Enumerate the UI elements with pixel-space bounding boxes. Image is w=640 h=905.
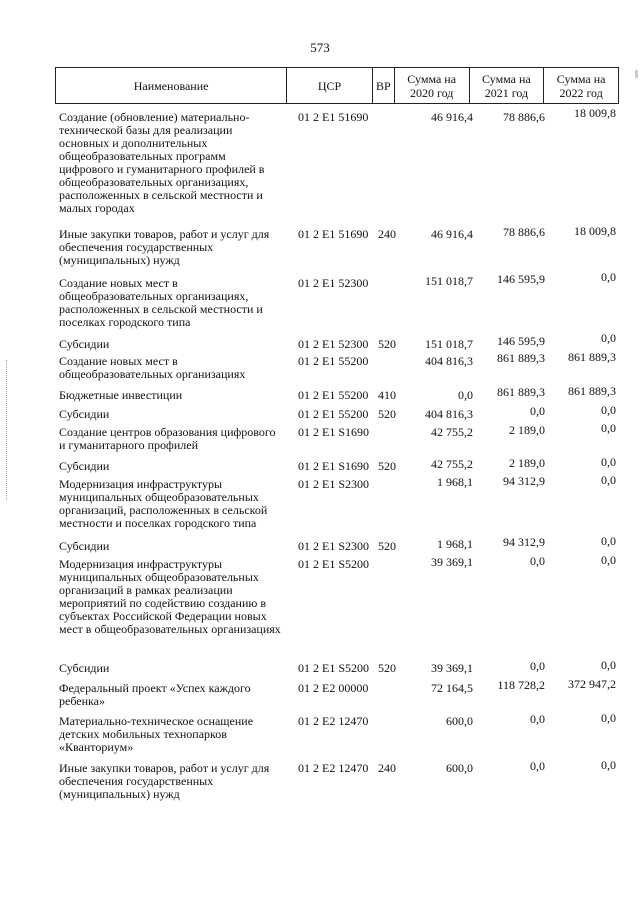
row-sum-2022: 0,0 bbox=[601, 270, 616, 284]
row-sum-2022: 0,0 bbox=[601, 473, 616, 487]
row-sum-2022: 0,0 bbox=[601, 403, 616, 417]
row-csr: 01 2 E1 S5200 bbox=[298, 661, 370, 675]
row-csr: 01 2 E1 51690 bbox=[298, 227, 369, 241]
row-sum-2021: 2 189,0 bbox=[509, 423, 545, 437]
row-name: Создание новых мест в общеобразовательных организациях, расположенных в сельской местности и поселках городского типа bbox=[59, 276, 263, 329]
row-sum-2021: 0,0 bbox=[530, 659, 545, 673]
header-name: Наименование bbox=[56, 68, 287, 103]
header-sum-2022: Сумма на 2022 год bbox=[556, 71, 606, 100]
row-sum-2022: 0,0 bbox=[601, 758, 616, 772]
row-vr: 520 bbox=[378, 337, 396, 351]
row-sum-2021: 94 312,9 bbox=[503, 535, 545, 549]
scan-margin-mark bbox=[6, 360, 13, 500]
row-sum-2021: 0,0 bbox=[530, 712, 545, 726]
row-csr: 01 2 E1 S1690 bbox=[298, 459, 370, 473]
row-sum-2020: 46 916,4 bbox=[431, 227, 473, 241]
row-sum-2021: 861 889,3 bbox=[497, 385, 545, 399]
row-vr: 240 bbox=[378, 761, 396, 775]
page-number: 573 bbox=[310, 40, 330, 55]
header-vr: ВР bbox=[373, 68, 395, 103]
row-name: Создание новых мест в общеобразовательных организациях bbox=[59, 354, 246, 381]
row-sum-2021: 0,0 bbox=[530, 759, 545, 773]
row-name: Создание (обновление) материально-технической базы для реализации основных и дополнительных общеобразовательных программ цифрового и гуманитарного профилей в общеобразовательных организациях, расположенных в сельской местности и малых городах bbox=[59, 110, 265, 215]
header-sum-2021: Сумма на 2021 год bbox=[470, 68, 545, 103]
row-csr: 01 2 E1 51690 bbox=[298, 110, 369, 124]
row-csr: 01 2 E1 S2300 bbox=[298, 539, 370, 553]
row-sum-2021: 2 189,0 bbox=[509, 456, 545, 470]
row-sum-2020: 600,0 bbox=[446, 761, 473, 775]
row-name: Модернизация инфраструктуры муниципальных общеобразовательных организаций в рамках реализации мероприятий по содействию созданию в субъектах Российской Федерации новых мест в общеобразовательных организациях bbox=[59, 557, 281, 636]
row-name: Субсидии bbox=[59, 337, 110, 351]
row-name: Субсидии bbox=[59, 407, 110, 421]
row-csr: 01 2 E1 52300 bbox=[298, 337, 369, 351]
row-sum-2022: 861 889,3 bbox=[568, 350, 616, 364]
row-name: Иные закупки товаров, работ и услуг для обеспечения государственных (муниципальных) нужд bbox=[59, 761, 270, 801]
row-csr: 01 2 E2 00000 bbox=[298, 681, 369, 695]
row-sum-2021: 94 312,9 bbox=[503, 474, 545, 488]
row-sum-2021: 118 728,2 bbox=[497, 678, 545, 692]
row-sum-2021: 78 886,6 bbox=[503, 110, 545, 124]
row-csr: 01 2 E1 55200 bbox=[298, 407, 369, 421]
row-sum-2020: 72 164,5 bbox=[431, 681, 473, 695]
row-sum-2022: 0,0 bbox=[601, 553, 616, 567]
row-sum-2022: 372 947,2 bbox=[568, 677, 616, 691]
row-name: Материально-техническое оснащение детских мобильных технопарков «Кванториум» bbox=[59, 714, 254, 754]
row-sum-2021: 0,0 bbox=[530, 554, 545, 568]
row-name: Федеральный проект «Успех каждого ребенка» bbox=[59, 681, 251, 708]
row-name: Субсидии bbox=[59, 539, 110, 553]
row-sum-2022: 0,0 bbox=[601, 534, 616, 548]
row-name: Субсидии bbox=[59, 459, 110, 473]
row-sum-2020: 151 018,7 bbox=[425, 274, 473, 288]
row-sum-2022: 0,0 bbox=[601, 455, 616, 469]
row-name: Бюджетные инвестиции bbox=[59, 388, 183, 402]
row-sum-2022: 0,0 bbox=[601, 331, 616, 345]
row-sum-2020: 1 968,1 bbox=[437, 475, 473, 489]
row-sum-2020: 42 755,2 bbox=[431, 457, 473, 471]
row-sum-2020: 404 816,3 bbox=[425, 354, 473, 368]
row-vr: 520 bbox=[378, 539, 396, 553]
scan-edge-mark bbox=[635, 70, 638, 78]
row-sum-2021: 78 886,6 bbox=[503, 225, 545, 239]
row-csr: 01 2 E1 S5200 bbox=[298, 557, 370, 571]
row-vr: 520 bbox=[378, 661, 396, 675]
row-csr: 01 2 E1 52300 bbox=[298, 276, 369, 290]
row-csr: 01 2 E2 12470 bbox=[298, 714, 369, 728]
row-csr: 01 2 E1 S2300 bbox=[298, 477, 370, 491]
row-sum-2021: 0,0 bbox=[530, 404, 545, 418]
row-sum-2021: 146 595,9 bbox=[497, 334, 545, 348]
row-sum-2020: 404 816,3 bbox=[425, 407, 473, 421]
row-vr: 520 bbox=[378, 407, 396, 421]
row-sum-2022: 0,0 bbox=[601, 658, 616, 672]
row-name: Субсидии bbox=[59, 661, 110, 675]
row-sum-2020: 1 968,1 bbox=[437, 537, 473, 551]
row-sum-2020: 0,0 bbox=[458, 388, 473, 402]
row-vr: 520 bbox=[378, 459, 396, 473]
row-csr: 01 2 E1 55200 bbox=[298, 354, 369, 368]
row-sum-2022: 18 009,8 bbox=[574, 224, 616, 238]
row-sum-2021: 146 595,9 bbox=[497, 272, 545, 286]
row-vr: 410 bbox=[378, 388, 396, 402]
row-sum-2021: 861 889,3 bbox=[497, 351, 545, 365]
row-name: Создание центров образования цифрового и гуманитарного профилей bbox=[59, 425, 276, 452]
row-name: Иные закупки товаров, работ и услуг для обеспечения государственных (муниципальных) нужд bbox=[59, 227, 270, 267]
row-sum-2022: 861 889,3 bbox=[568, 384, 616, 398]
row-csr: 01 2 E2 12470 bbox=[298, 761, 369, 775]
header-csr: ЦСР bbox=[287, 68, 373, 103]
row-sum-2022: 0,0 bbox=[601, 711, 616, 725]
row-sum-2020: 39 369,1 bbox=[431, 555, 473, 569]
row-sum-2022: 18 009,8 bbox=[574, 106, 616, 120]
row-sum-2020: 46 916,4 bbox=[431, 110, 473, 124]
row-name: Модернизация инфраструктуры муниципальных общеобразовательных организаций, расположенных в сельской местности и поселках городского типа bbox=[59, 477, 268, 530]
header-sum-2020: Сумма на 2020 год bbox=[395, 68, 470, 103]
row-csr: 01 2 E1 55200 bbox=[298, 388, 369, 402]
row-sum-2020: 600,0 bbox=[446, 714, 473, 728]
row-csr: 01 2 E1 S1690 bbox=[298, 425, 370, 439]
row-sum-2020: 39 369,1 bbox=[431, 661, 473, 675]
row-vr: 240 bbox=[378, 227, 396, 241]
table-header bbox=[55, 67, 619, 104]
row-sum-2020: 42 755,2 bbox=[431, 425, 473, 439]
row-sum-2020: 151 018,7 bbox=[425, 337, 473, 351]
row-sum-2022: 0,0 bbox=[601, 421, 616, 435]
